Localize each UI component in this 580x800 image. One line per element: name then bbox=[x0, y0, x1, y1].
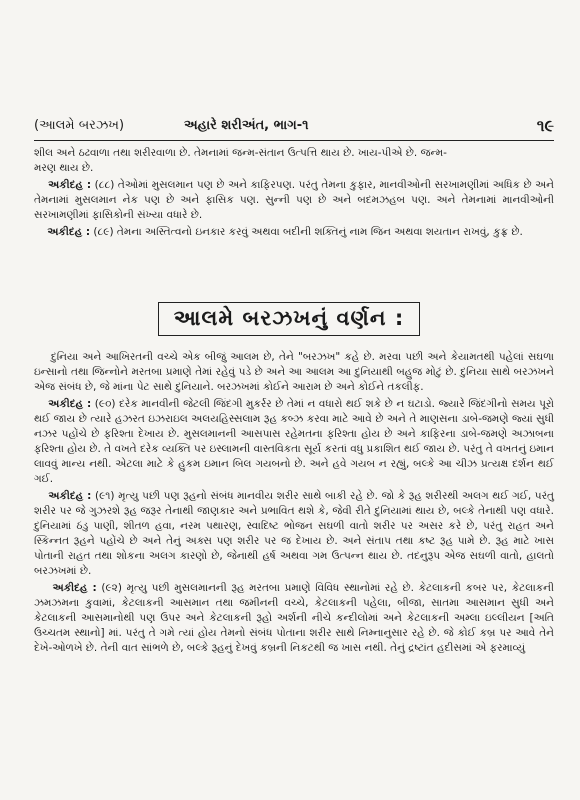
paragraph-89 bbox=[34, 225, 554, 240]
intro-paragraph bbox=[34, 350, 554, 395]
aqidah-label: અકીદહ : bbox=[52, 582, 97, 594]
continuation-line-1: શીલ અને ઠઢવાળા તથા શરીરવાળા છે. તેમનામાં જન્મ-સંતાન ઉત્પત્તિ થાય છે. ખાય-પીએ છે. જન્મ- bbox=[34, 147, 447, 159]
paragraph-88 bbox=[34, 178, 554, 223]
running-header bbox=[34, 118, 554, 140]
paragraph-88-text: (૮૮) તેઓમાં મુસલમાન પણ છે અને કાફિરપણ. પરંતુ તેમના કુફાર, માનવીઓની સરખામણીમાં અધિક છે અને તેમનામાં મુસલમાન નેક પણ છે અને ફાસિક પણ. સુન્ની પણ છે અને બદમઝહબ પણ. અને તેમનામાં માનવીઓની સરખામણીમાં ફાસિકોની સંખ્યા વધારે છે. bbox=[34, 179, 555, 221]
paragraph-91 bbox=[34, 489, 554, 579]
section-title: આલમે બરઝખનું વર્ણન : bbox=[173, 306, 405, 330]
aqidah-label: અકીદહ : bbox=[48, 398, 92, 410]
paragraph-90 bbox=[34, 397, 554, 487]
paragraph-90-text: (૯૦) દરેક માનવીની જેટલી જિંદગી મુકર્રર છે તેમાં ન વધારો થઈ શકે છે ન ઘટાડો. જ્યારે જિંદગીનો સમય પૂરો થઈ જાય છે ત્યારે હઝરત ઇઝરાઇલ અલયહિસ્સલામ રૂહ કબ્ઝ કરવા માટે આવે છે અને તે માણસના ડાબે-જમણે જ્યાં સુધી નઝર પહોંચે છે ફરિશ્તા દેખાય છે. મુસલમાનની આસપાસ રહેમતના ફરિશ્તા હોય છે અને કાફિરના ડાબે-જમણે અઝાબના ફરિશ્તા હોય છે. તે વખતે દરેક વ્યક્તિ પર ઇસ્લામની વાસ્તવિકતા સૂર્ય કરતાં વધુ પ્રકાશિત થઈ જાય છે. પરંતુ તે વખતનું ઇમાન લાવવું માન્ય નથી. એટલા માટે કે હુકમ ઇમાન બિલ ગયબનો છે. અને હવે ગયબ ન રહ્યું, બલ્કે આ ચીઝ પ્રત્યક્ષ દર્શન થઈ ગઈ. bbox=[34, 398, 555, 485]
paragraph-92 bbox=[34, 581, 554, 656]
header-chapter: (આલમે બરઝખ) bbox=[34, 118, 125, 133]
intro-text: દુનિયા અને આખિરતની વચ્ચે એક બીજું આલમ છે, તેને "બરઝખ" કહે છે. મરવા પછી અને કેયામતથી પહેલાં સઘળા ઇન્સાનો તથા જિન્નોને મરતબા પ્રમાણે તેમાં રહેવું પડે છે અને આ આલમ આ દુનિયાથી બહુજ મોટું છે. દુનિયા સાથે બરઝખને એજ સંબંધ છે, જે માંના પેટ સાથે દુનિયાને. બરઝખમાં કોઈને આરામ છે અને કોઈને તકલીફ. bbox=[34, 351, 555, 393]
paragraph-92-text: (૯૨) મૃત્યુ પછી મુસલમાનની રૂહ મરતબા પ્રમાણે વિવિધ સ્થાનોમાં રહે છે. કેટલાકની કબર પર, કેટલાકની ઝમઝમના કુવામાં, કેટલાકની આસમાન તથા જમીનની વચ્ચે, કેટલાકની પહેલા, બીજા, સાતમા આસમાન સુધી અને કેટલાકની આસમાનોથી પણ ઉપર અને કેટલાકની રૂહો અર્શની નીચે કન્દીલોમાં અને કેટલાકની અમ્લા ઇલ્લીયન [અતિ ઉચ્ચતમ સ્થાનો] માં. પરંતુ તે ગમે ત્યાં હોય તેમનો સંબંધ પોતાના શરીર સાથે નિમ્નાનુસાર રહે છે. જે કોઈ કબ્ર પર આવે તેને દેખે-ઓળખે છે. તેની વાત સાંભળે છે, બલ્કે રૂહનું દેખવું કબ્રની નિકટથી જ ખાસ નથી. તેનું દ્રષ્ટાંત હદીસમાં એ ફરમાવ્યું bbox=[34, 582, 555, 654]
aqidah-label: અકીદહ : bbox=[48, 490, 92, 502]
header-book-title: અહારે શરીઅંત, ભાગ-૧ bbox=[184, 118, 309, 133]
header-rule bbox=[34, 140, 554, 141]
paragraph-89-text: (૮૯) તેમના અસ્તિત્વનો ઇનકાર કરવું અથવા બદીની શક્તિનું નામ જિન અથવા શયતાન રાખવું, કુફ્ર છે. bbox=[93, 226, 523, 238]
aqidah-label: અકીદહ : bbox=[47, 226, 91, 238]
top-block bbox=[34, 146, 554, 242]
paragraph-91-text: (૯૧) મૃત્યુ પછી પણ રૂહનો સંબંધ માનવીય શરીર સાથે બાકી રહે છે. જો કે રૂહ શરીરથી અલગ થઈ ગઈ, પરંતુ શરીર પર જે ગુઝરશે રૂહ જરૂર તેનાથી જાણકાર અને પ્રભાવિત થશે કે, જેવી રીતે દુનિયામાં થાય છે, બલ્કે તેનાથી પણ વધારે. દુનિયામાં ઠંડુ પાણી, શીતળ હવા, નરમ પથારણ, સ્વાદિષ્ટ ભોજન સઘળી વાતો શરીર પર અસર કરે છે, પરંતુ રાહત અને સ્કિન્નત રૂહને પહોંચે છે અને તેનું અક્સ પણ શરીર પર જ દેખાય છે. અને સંતાપ તથા કષ્ટ રૂહ પામે છે. રૂહ માટે ખાસ પોતાની રાહત તથા શોકના અલગ કારણો છે, જેનાથી હર્ષ અથવા ગમ ઉત્પન્ન થાય છે. તદનુરૂપ એજ સઘળી વાતો, હાલતો બરઝખમાં છે. bbox=[34, 490, 554, 577]
aqidah-label: અકીદહ : bbox=[48, 179, 92, 191]
page-number: ૧૯ bbox=[536, 116, 554, 135]
continuation-text bbox=[34, 146, 554, 176]
main-body bbox=[34, 350, 554, 658]
continuation-line-2: મરણ થાય છે. bbox=[34, 162, 94, 174]
